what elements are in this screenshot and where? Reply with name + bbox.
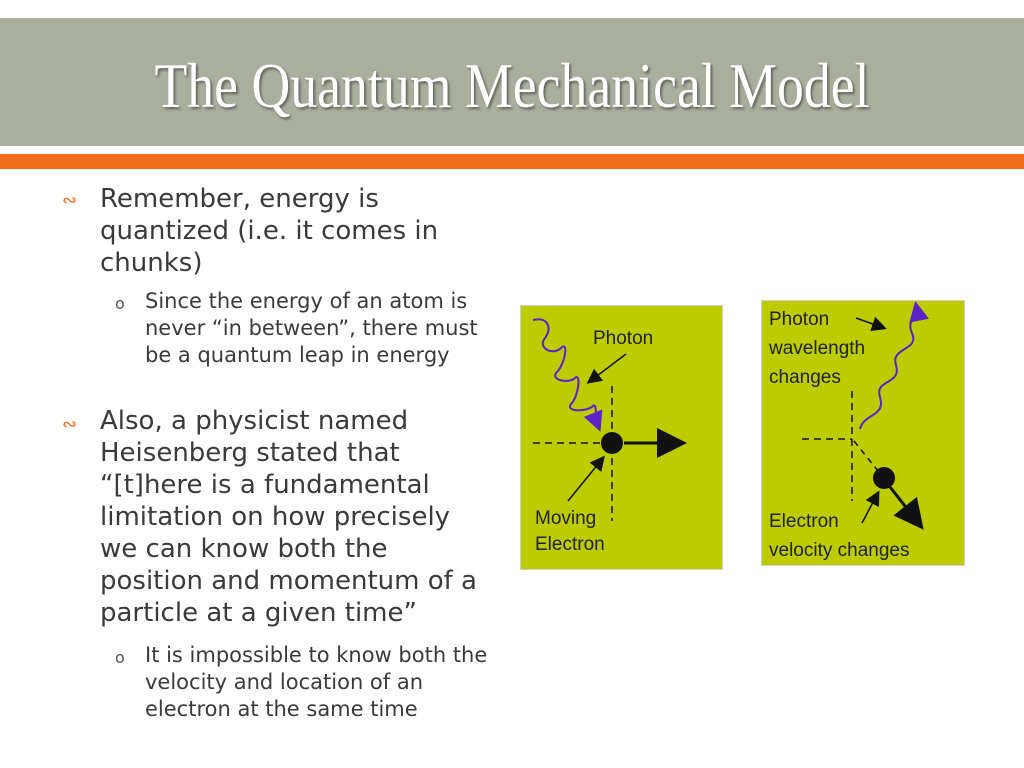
sub-bullet-glyph-icon: o: [115, 294, 125, 313]
slide-title: The Quantum Mechanical Model: [154, 50, 870, 121]
electron-icon: [873, 467, 895, 489]
electron-icon: [601, 432, 623, 454]
scattered-photon-wave-icon: [860, 305, 916, 429]
electron-label-line2: Electron: [535, 534, 605, 555]
figure-photon-electron-after: [761, 300, 965, 566]
photon-label-line3: changes: [769, 367, 841, 388]
electron-label-line1: Electron: [769, 511, 839, 532]
bullet-1-sub: Since the energy of an atom is never “in between”, there must be a quantum leap in energy: [145, 289, 478, 367]
bullet-1: Remember, energy is quantized (i.e. it comes in chunks): [100, 184, 439, 278]
electron-label-line1: Moving: [535, 508, 597, 529]
bullet-2: Also, a physicist named Heisenberg stated that “[t]here is a fundamental limitation on how precisely we can know both the position and momentum of a particle at a given time”: [100, 406, 477, 628]
bullet-glyph-icon: ∾: [62, 190, 78, 211]
figure-photon-electron-before: [520, 305, 723, 570]
accent-bar: [0, 154, 1024, 169]
sub-bullet-glyph-icon: o: [115, 648, 125, 667]
bullet-2-sub: It is impossible to know both the velocity and location of an electron at the same time: [145, 643, 488, 721]
photon-wave-icon: [533, 319, 599, 428]
photon-label: Photon: [593, 328, 654, 349]
photon-label-line1: Photon: [769, 309, 830, 330]
electron-label-line2: velocity changes: [769, 540, 910, 561]
bullet-glyph-icon: ∾: [62, 414, 78, 435]
photon-label-line2: wavelength: [769, 338, 866, 359]
